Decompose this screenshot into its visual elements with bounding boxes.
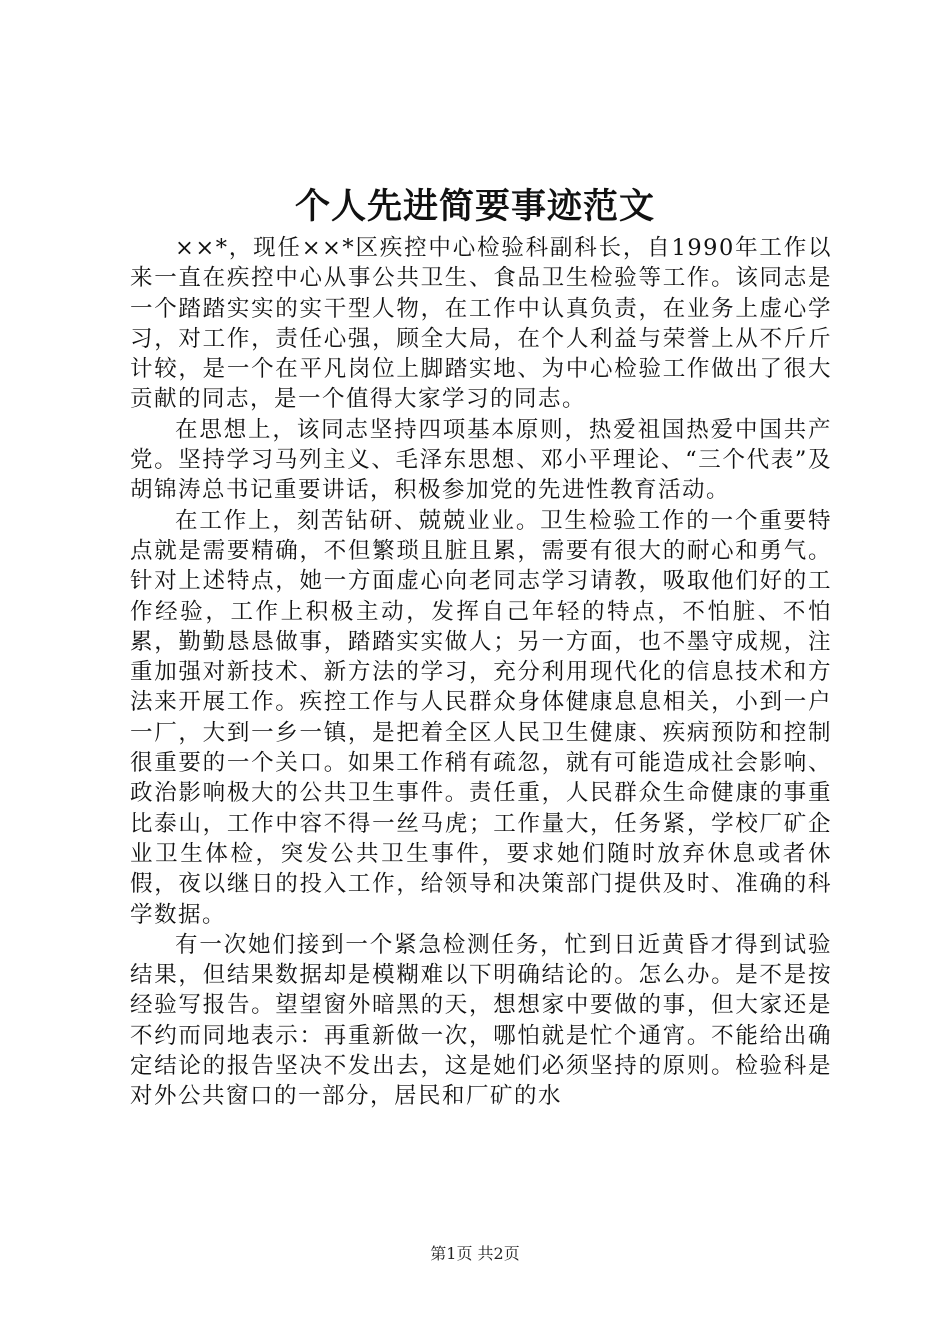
page-number-footer: 第1页 共2页 <box>430 1244 520 1263</box>
paragraph-intro: ××*，现任××*区疾控中心检验科副科长，自1990年工作以来一直在疾控中心从事公共卫生、食品卫生检验等工作。该同志是一个踏踏实实的实干型人物，在工作中认真负责，在业务上虚心学习，对工作，责任心强，顾全大局，在个人利益与荣誉上从不斤斤计较，是一个在平凡岗位上脚踏实地、为中心检验工作做出了很大贡献的同志，是一个值得大家学习的同志。 <box>130 235 832 413</box>
paragraph-example: 有一次她们接到一个紧急检测任务，忙到日近黄昏才得到试验结果，但结果数据却是模糊难以下明确结论的。怎么办。是不是按经验写报告。望望窗外暗黑的天，想想家中要做的事，但大家还是不约而同地表示：再重新做一次，哪怕就是忙个通宵。不能给出确定结论的报告坚决不发出去，这是她们必须坚持的原则。检验科是对外公共窗口的一部分，居民和厂矿的水 <box>130 931 832 1110</box>
document-body <box>130 233 832 1112</box>
document-title: 个人先进简要事迹范文 <box>294 186 655 227</box>
paragraph-ideology: 在思想上，该同志坚持四项基本原则，热爱祖国热爱中国共产党。坚持学习马列主义、毛泽东思想、邓小平理论、“三个代表”及胡锦涛总书记重要讲话，积极参加党的先进性教育活动。 <box>130 416 832 504</box>
paragraph-work: 在工作上，刻苦钻研、兢兢业业。卫生检验工作的一个重要特点就是需要精确，不但繁琐且脏且累，需要有很大的耐心和勇气。针对上述特点，她一方面虚心向老同志学习请教，吸取他们好的工作经验，工作上积极主动，发挥自己年轻的特点，不怕脏、不怕累，勤勤恳恳做事，踏踏实实做人；另一方面，也不墨守成规，注重加强对新技术、新方法的学习，充分利用现代化的信息技术和方法来开展工作。疾控工作与人民群众身体健康息息相关，小到一户一厂，大到一乡一镇，是把着全区人民卫生健康、疾病预防和控制很重要的一个关口。如果工作稍有疏忽，就有可能造成社会影响、政治影响极大的公共卫生事件。责任重，人民群众生命健康的事重比泰山，工作中容不得一丝马虎；工作量大，任务紧，学校厂矿企业卫生体检，突发公共卫生事件，要求她们随时放弃休息或者休假，夜以继日的投入工作，给领导和决策部门提供及时、准确的科学数据。 <box>130 507 832 928</box>
